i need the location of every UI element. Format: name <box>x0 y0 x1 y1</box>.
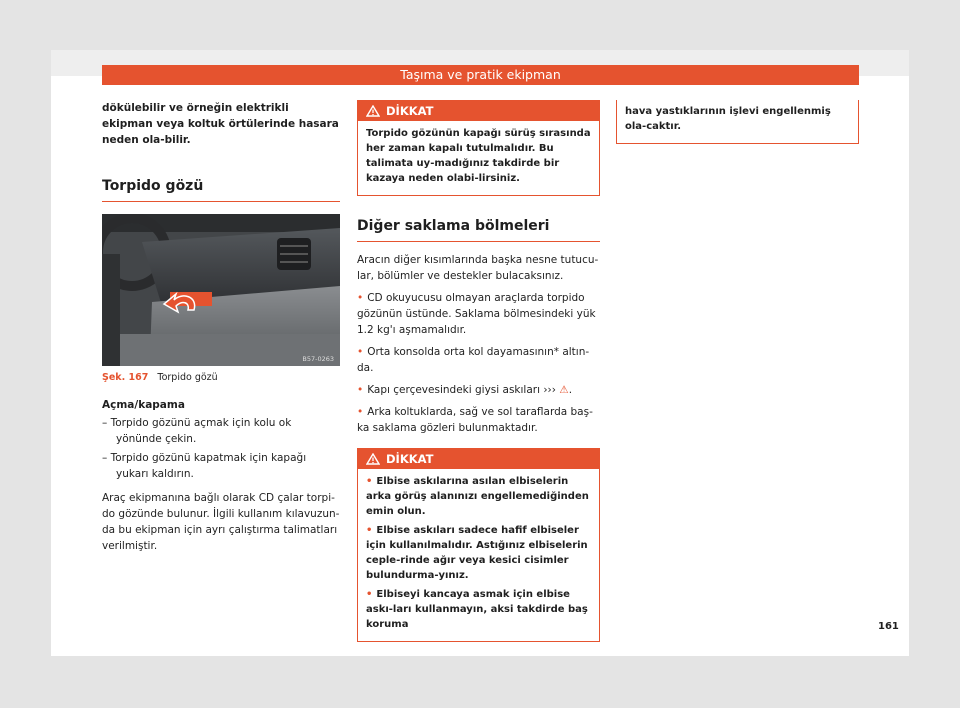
bullet-item: • Arka koltuklarda, sağ ve sol taraflarda baş-ka saklama gözleri bulunmaktadır. <box>357 406 593 434</box>
warning-item: • Elbiseyi kancaya asmak için elbise askı-ları kullanmayın, aksi takdirde baş koruma <box>366 589 588 630</box>
section-title-other-storage: Diğer saklama bölmeleri <box>357 218 600 242</box>
step-item: – Torpido gözünü kapatmak için kapağı yukarı kaldırın. <box>102 452 307 480</box>
warning-box-hangers <box>357 448 600 642</box>
intro-text: Aracın diğer kısımlarında başka nesne tutucu-lar, bölümler ve destekler bulacaksınız. <box>357 254 599 282</box>
warning-icon <box>366 105 380 117</box>
figure-caption <box>102 372 340 383</box>
column-right <box>616 100 859 144</box>
warning-header: DİKKAT <box>358 449 599 469</box>
page-header: Taşıma ve pratik ekipman <box>102 65 859 85</box>
warning-body <box>358 121 599 195</box>
warning-item: • Elbise askıları sadece hafif elbiseler için kullanılmalıdır. Astığınız elbiselerin ceple-rinde ağır veya kesici cisimler bulundurma-yınız. <box>366 525 588 581</box>
column-middle <box>357 100 600 642</box>
bullet-item: • Orta konsolda orta kol dayamasının* altın-da. <box>357 346 590 374</box>
step-item: – Torpido gözünü açmak için kolu ok yönünde çekin. <box>102 417 292 445</box>
section-title-torpido: Torpido gözü <box>102 178 340 202</box>
warning-text: Torpido gözünün kapağı sürüş sırasında her zaman kapalı tutulmalıdır. Bu talimata uy-madığınız takdirde bir kazaya neden olabi-lirsiniz. <box>366 128 591 184</box>
body-text: Araç ekipmanına bağlı olarak CD çalar torpi-do gözünde bulunur. İlgili kullanım kılavuzun-da bu ekipman için ayrı çalıştırma talimatları verilmiştir. <box>102 492 340 552</box>
figure-code: B57-0263 <box>302 355 334 363</box>
subheading-open-close: Açma/kapama <box>102 399 185 411</box>
warning-body <box>617 100 858 143</box>
bullet-item: • CD okuyucusu olmayan araçlarda torpido gözünün üstünde. Saklama bölmesindeki yük 1.2 kg'ı aşmamalıdır. <box>357 292 596 336</box>
warning-header: DİKKAT <box>358 101 599 121</box>
page-number: 161 <box>878 621 899 632</box>
warning-continued-text: hava yastıklarının işlevi engellenmiş ola-caktır. <box>625 106 831 132</box>
glovebox-illustration <box>102 214 340 366</box>
figure-glovebox <box>102 214 340 366</box>
figure-number: Şek. 167 <box>102 372 149 383</box>
warning-box-continued <box>616 100 859 144</box>
warning-item: • Elbise askılarına asılan elbiselerin arka görüş alanınızı engellemediğinden emin olun. <box>366 476 589 517</box>
figure-caption-text: Torpido gözü <box>157 372 218 383</box>
intro-text: dökülebilir ve örneğin elektrikli ekipman veya koltuk örtülerinde hasara neden ola-bilir. <box>102 102 339 146</box>
warning-box-glovebox <box>357 100 600 196</box>
bullet-item: • Kapı çerçevesindeki giysi askıları ››› ⚠. <box>357 384 573 396</box>
column-left <box>102 100 340 560</box>
warning-icon <box>366 453 380 465</box>
warning-body <box>358 469 599 641</box>
warning-inline-icon: ⚠ <box>559 384 569 396</box>
